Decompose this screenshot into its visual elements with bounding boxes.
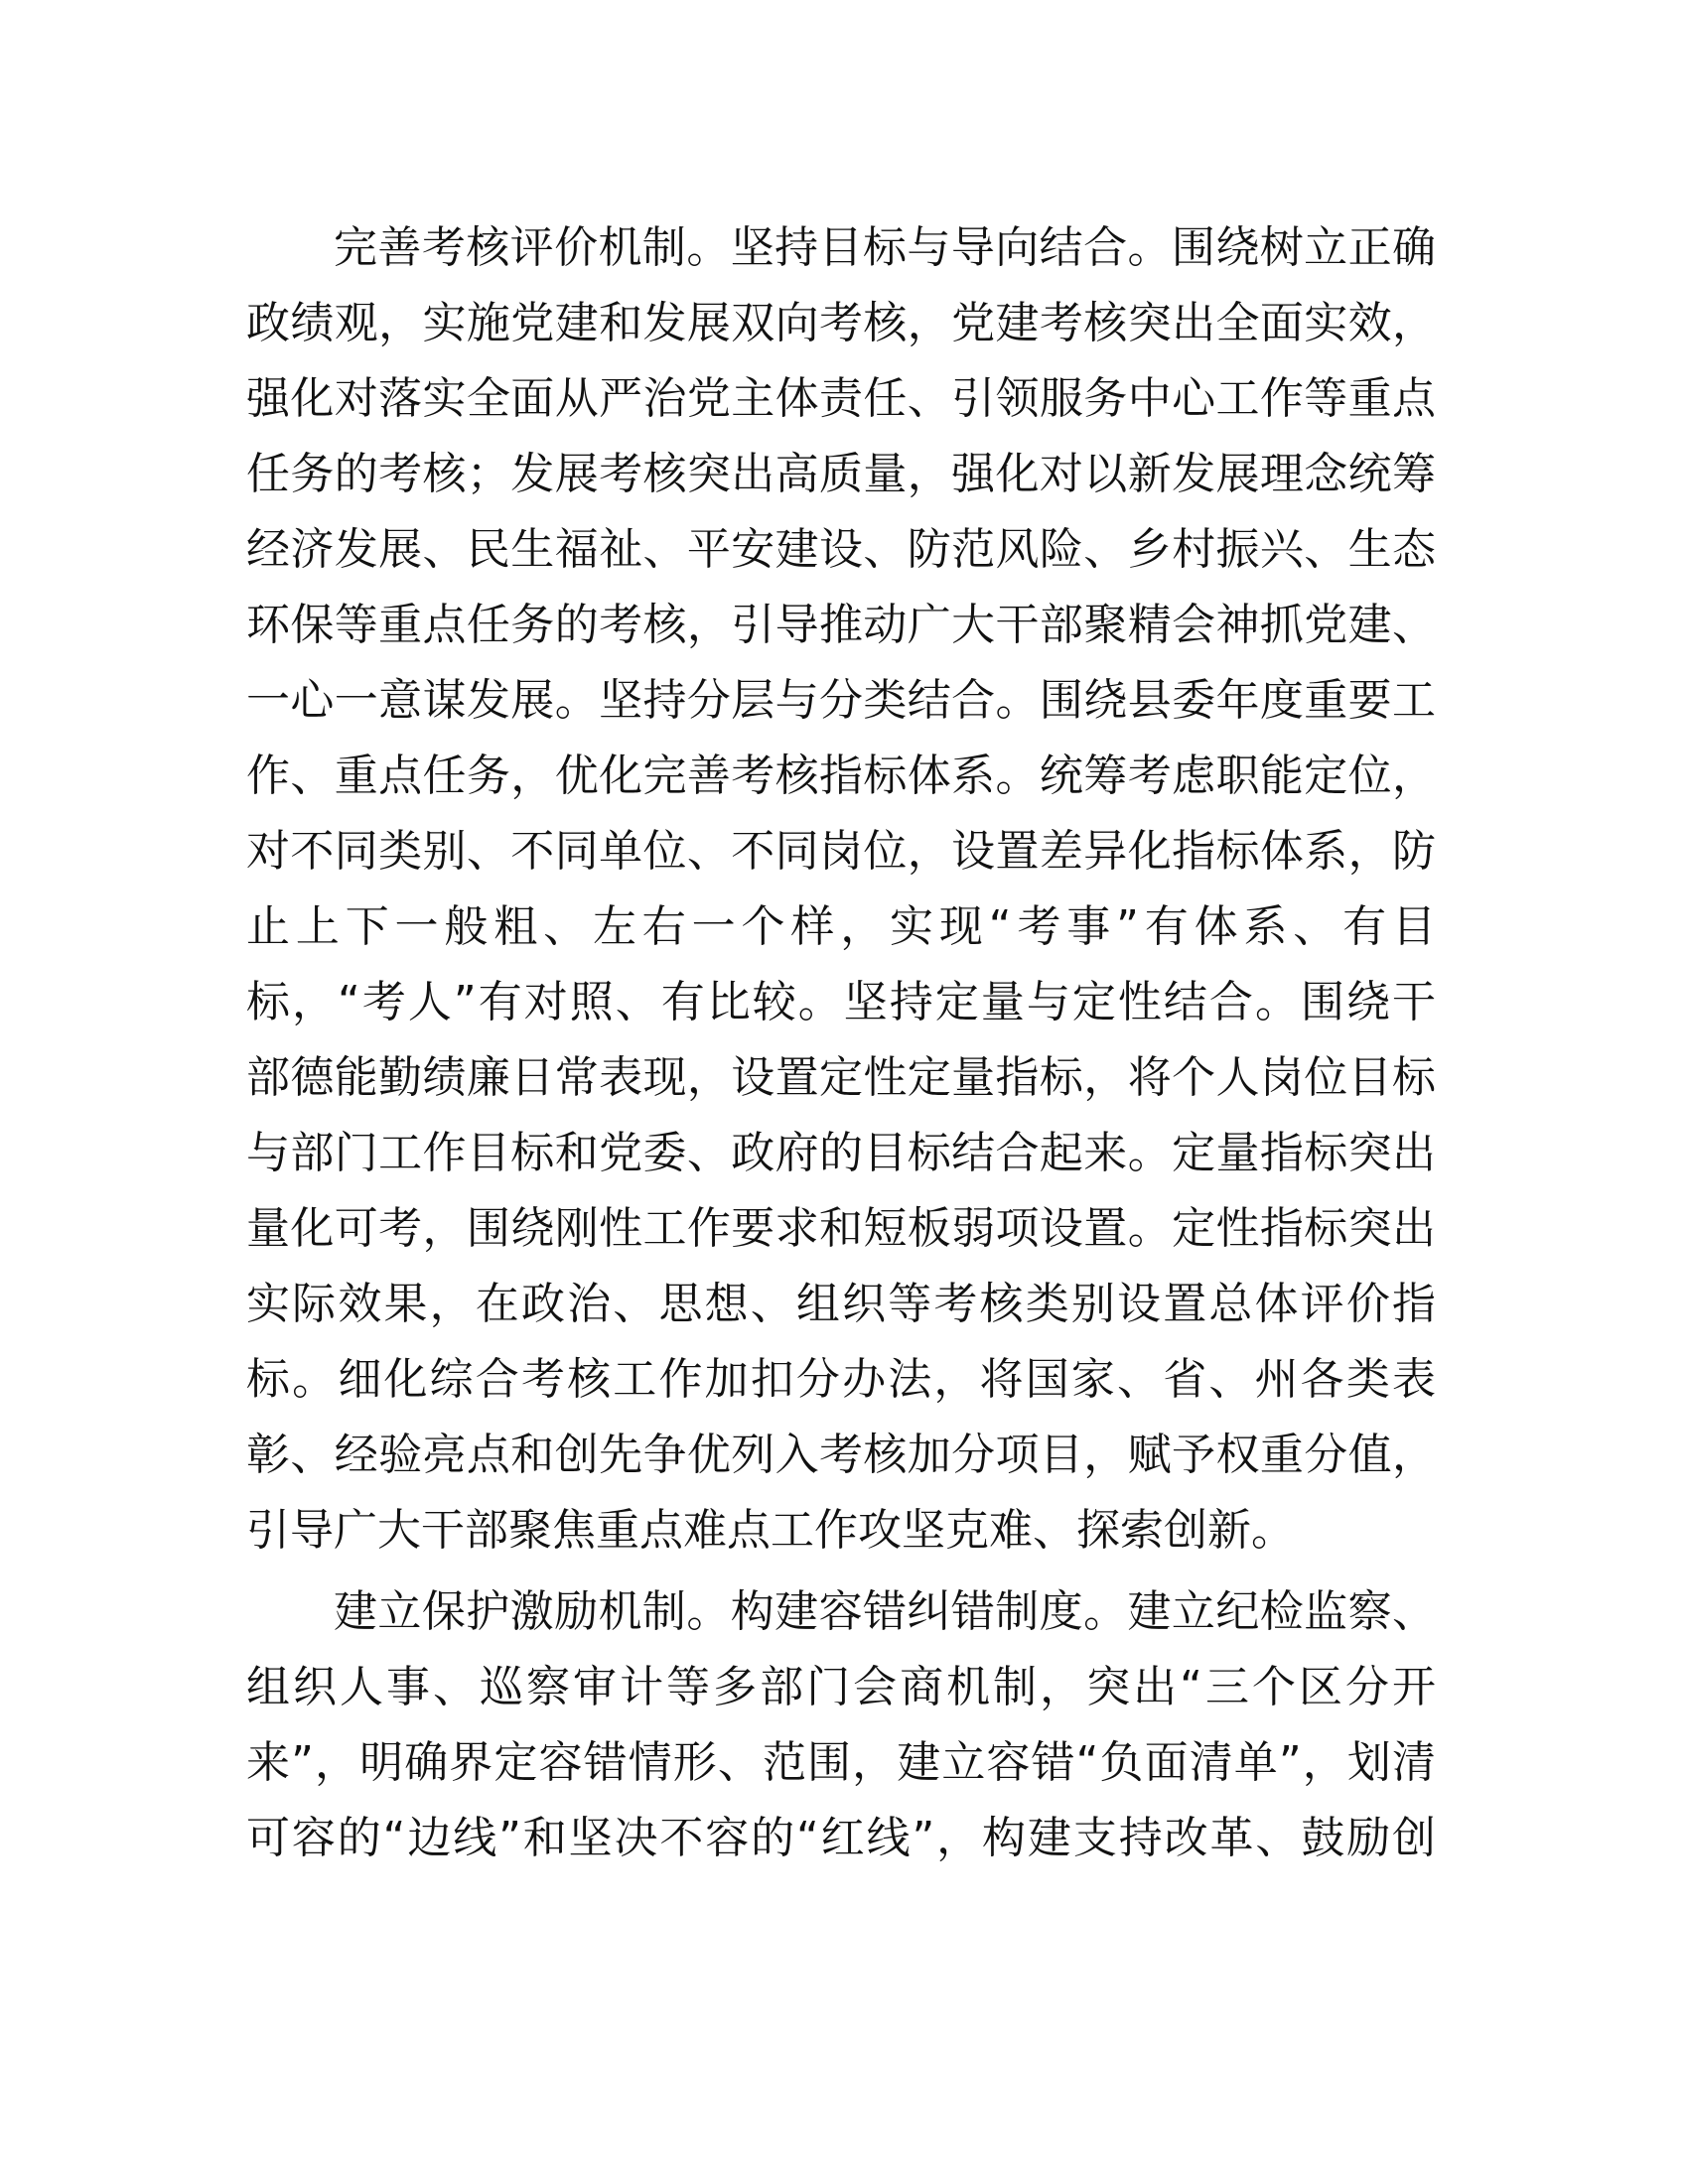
text-line: 政绩观，实施党建和发展双向考核，党建考核突出全面实效， <box>246 298 1436 348</box>
document-body <box>246 210 1436 1876</box>
text-line: 环保等重点任务的考核，引导推动广大干部聚精会神抓党建、 <box>246 600 1436 650</box>
text-line: 标，“考人”有对照、有比较。坚持定量与定性结合。围绕干 <box>246 977 1436 1027</box>
text-line: 来”，明确界定容错情形、范围，建立容错“负面清单”，划清 <box>246 1737 1436 1788</box>
text-line: 止上下一般粗、左右一个样，实现“考事”有体系、有目 <box>246 901 1436 952</box>
paragraph-protection-incentive <box>246 1574 1436 1876</box>
text-line: 标。细化综合考核工作加扣分办法，将国家、省、州各类表 <box>246 1354 1436 1405</box>
text-line: 一心一意谋发展。坚持分层与分类结合。围绕县委年度重要工 <box>246 675 1436 726</box>
text-line: 实际效果，在政治、思想、组织等考核类别设置总体评价指 <box>246 1279 1436 1329</box>
text-line: 经济发展、民生福祉、平安建设、防范风险、乡村振兴、生态 <box>246 524 1436 575</box>
text-line: 量化可考，围绕刚性工作要求和短板弱项设置。定性指标突出 <box>246 1203 1436 1254</box>
text-line: 可容的“边线”和坚决不容的“红线”，构建支持改革、鼓励创 <box>246 1813 1436 1863</box>
text-line: 组织人事、巡察审计等多部门会商机制，突出“三个区分开 <box>246 1662 1436 1712</box>
text-line: 任务的考核；发展考核突出高质量，强化对以新发展理念统筹 <box>246 449 1436 499</box>
text-line: 完善考核评价机制。坚持目标与导向结合。围绕树立正确 <box>334 222 1436 273</box>
text-line: 对不同类别、不同单位、不同岗位，设置差异化指标体系，防 <box>246 826 1436 877</box>
text-line: 引导广大干部聚焦重点难点工作攻坚克难、探索创新。 <box>246 1505 1295 1556</box>
text-line: 强化对落实全面从严治党主体责任、引领服务中心工作等重点 <box>246 373 1436 424</box>
paragraph-assessment-mechanism <box>246 210 1436 1569</box>
text-line: 建立保护激励机制。构建容错纠错制度。建立纪检监察、 <box>334 1586 1436 1637</box>
text-line: 部德能勤绩廉日常表现，设置定性定量指标，将个人岗位目标 <box>246 1052 1436 1103</box>
text-line: 作、重点任务，优化完善考核指标体系。统筹考虑职能定位， <box>246 751 1436 801</box>
text-line: 彰、经验亮点和创先争优列入考核加分项目，赋予权重分值， <box>246 1430 1436 1480</box>
text-line: 与部门工作目标和党委、政府的目标结合起来。定量指标突出 <box>246 1128 1436 1178</box>
